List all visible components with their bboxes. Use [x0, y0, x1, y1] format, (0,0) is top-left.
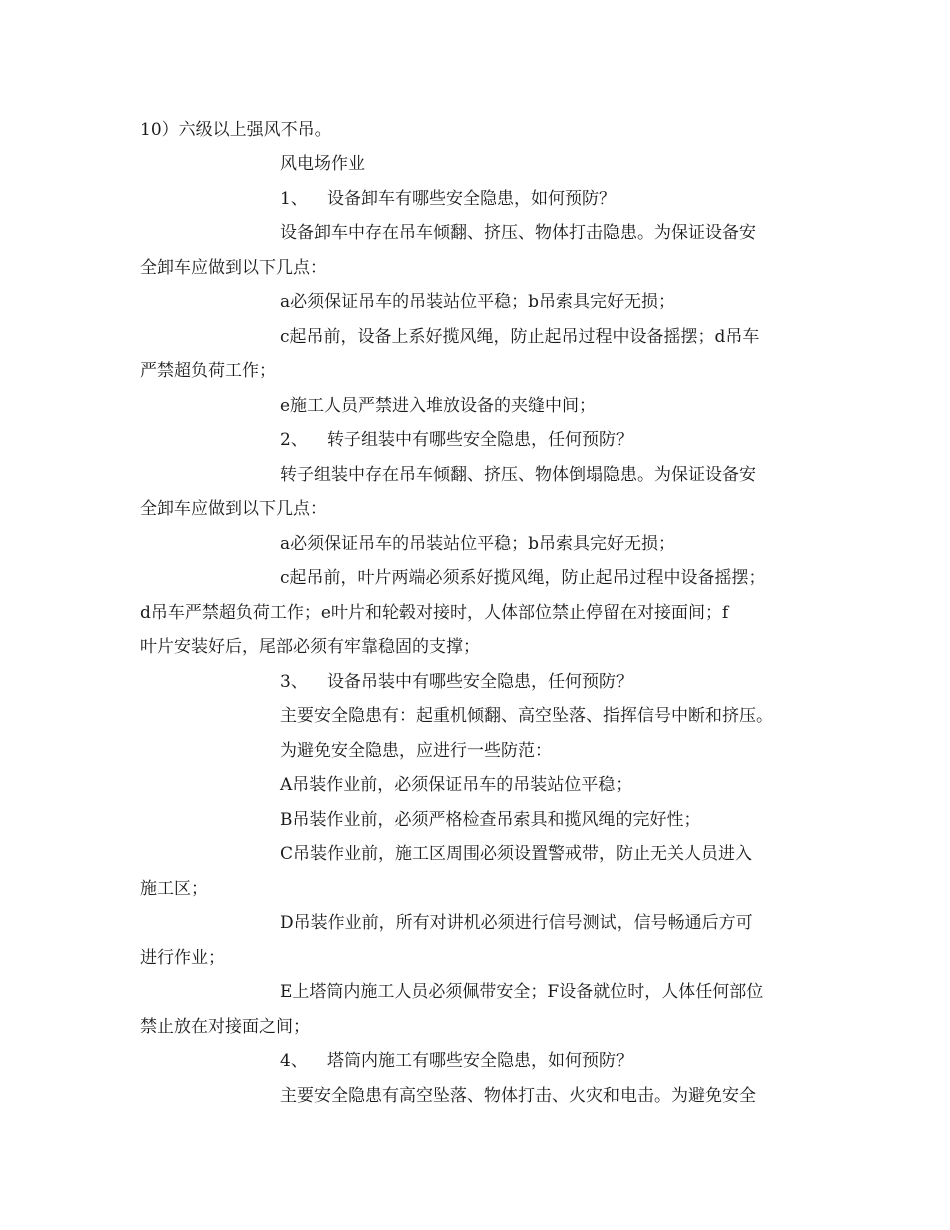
section-heading	[280, 152, 365, 176]
text-line: 施工区；	[140, 879, 208, 899]
text-line: 禁止放在对接面之间；	[140, 1017, 310, 1037]
paragraph-line	[280, 1084, 756, 1108]
paragraph-line	[280, 980, 763, 1004]
paragraph-line	[140, 359, 276, 383]
paragraph-line	[280, 532, 675, 556]
paragraph-line	[280, 566, 766, 590]
text-line: 全卸车应做到以下几点：	[140, 258, 327, 278]
question-number: 3、	[280, 672, 308, 692]
paragraph-line	[140, 946, 225, 970]
paragraph-line	[280, 290, 675, 314]
paragraph-line	[140, 256, 327, 280]
text-line: 叶片安装好后，尾部必须有牢靠稳固的支撑；	[140, 637, 480, 657]
question-number: 2、	[280, 430, 308, 450]
text-line: 为避免安全隐患，应进行一些防范：	[280, 741, 552, 761]
text-line: c起吊前，叶片两端必须系好揽风绳，防止起吊过程中设备摇摆；	[280, 568, 766, 588]
paragraph-line	[140, 497, 327, 521]
text-line: e施工人员严禁进入堆放设备的夹缝中间；	[280, 396, 597, 416]
text-line: 转子组装中存在吊车倾翻、挤压、物体倒塌隐患。为保证设备安	[280, 465, 756, 485]
text-line: 进行作业；	[140, 948, 225, 968]
question-2	[280, 428, 633, 452]
paragraph-line	[140, 635, 480, 659]
text-line: c起吊前，设备上系好揽风绳，防止起吊过程中设备摇摆；d吊车	[280, 327, 760, 347]
text-line: 主要安全隐患有高空坠落、物体打击、火灾和电击。为避免安全	[280, 1086, 756, 1106]
paragraph-line	[280, 221, 756, 245]
text-line: 主要安全隐患有：起重机倾翻、高空坠落、指挥信号中断和挤压。	[280, 706, 773, 726]
paragraph-line	[280, 808, 701, 832]
paragraph-line	[140, 877, 208, 901]
paragraph-line	[140, 601, 728, 625]
text-line: a必须保证吊车的吊装站位平稳；b吊索具完好无损；	[280, 534, 676, 554]
text-line: 10）六级以上强风不吊。	[140, 120, 332, 140]
text-line: C吊装作业前，施工区周围必须设置警戒带，防止无关人员进入	[280, 844, 753, 864]
question-text: 转子组装中有哪些安全隐患，任何预防？	[327, 430, 633, 450]
question-number: 4、	[280, 1051, 308, 1071]
text-line: 全卸车应做到以下几点：	[140, 499, 327, 519]
text-line: a必须保证吊车的吊装站位平稳；b吊索具完好无损；	[280, 292, 676, 312]
question-text: 设备吊装中有哪些安全隐患，任何预防？	[327, 672, 633, 692]
text-line: D吊装作业前，所有对讲机必须进行信号测试，信号畅通后方可	[280, 913, 753, 933]
paragraph-line	[280, 911, 753, 935]
question-text: 塔筒内施工有哪些安全隐患，如何预防？	[327, 1051, 633, 1071]
question-1	[280, 187, 616, 211]
paragraph-line	[280, 394, 596, 418]
text-line: d吊车严禁超负荷工作；e叶片和轮毂对接时，人体部位禁止停留在对接面间；f	[140, 603, 729, 623]
text-line: 风电场作业	[280, 154, 365, 174]
paragraph-line	[280, 739, 552, 763]
paragraph-line	[140, 1015, 310, 1039]
text-line: E上塔筒内施工人员必须佩带安全；F设备就位时，人体任何部位	[280, 982, 764, 1002]
question-3	[280, 670, 633, 694]
paragraph-line	[280, 773, 632, 797]
text-line: 严禁超负荷工作；	[140, 361, 276, 381]
paragraph-line	[280, 463, 756, 487]
paragraph-line	[280, 842, 752, 866]
text-line: B吊装作业前，必须严格检查吊索具和揽风绳的完好性；	[280, 810, 701, 830]
text-line: 设备卸车中存在吊车倾翻、挤压、物体打击隐患。为保证设备安	[280, 223, 756, 243]
question-4	[280, 1049, 633, 1073]
item-10-line	[140, 118, 332, 142]
paragraph-line	[280, 704, 773, 728]
question-text: 设备卸车有哪些安全隐患，如何预防？	[327, 189, 616, 209]
paragraph-line	[280, 325, 759, 349]
question-number: 1、	[280, 189, 308, 209]
text-line: A吊装作业前，必须保证吊车的吊装站位平稳；	[280, 775, 633, 795]
